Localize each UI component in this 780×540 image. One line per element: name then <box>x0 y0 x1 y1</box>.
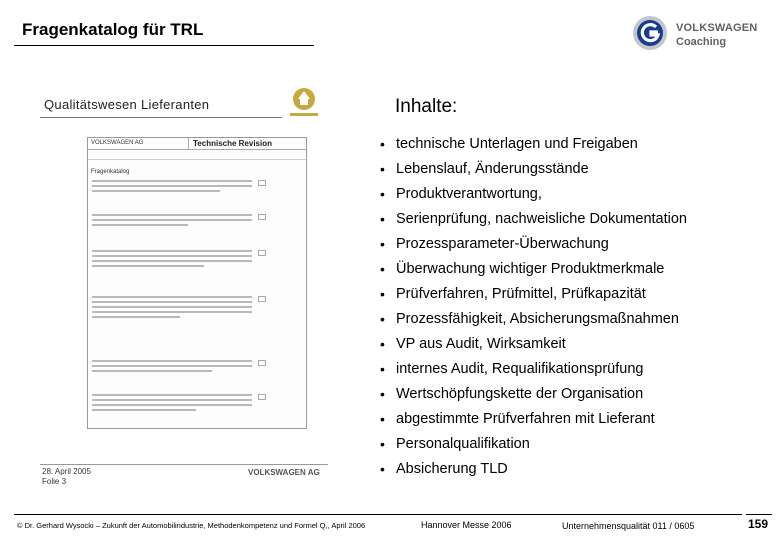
contents-item-label: VP aus Audit, Wirksamkeit <box>396 336 566 352</box>
contents-item <box>380 334 775 359</box>
form-checkbox <box>258 394 266 400</box>
contents-item <box>380 209 775 234</box>
document-footer-page: Folie 3 <box>42 477 67 486</box>
form-checkbox <box>258 214 266 220</box>
quality-logo-icon <box>286 86 322 120</box>
bullet-icon: • <box>380 186 385 202</box>
contents-item-label: Prozessparameter-Überwachung <box>396 236 609 252</box>
document-footer-rule <box>40 464 328 465</box>
footer-event: Hannover Messe 2006 <box>421 520 512 530</box>
contents-item-label: abgestimmte Prüfverfahren mit Lieferant <box>396 411 655 427</box>
bullet-icon: • <box>380 286 385 302</box>
contents-item-label: Überwachung wichtiger Produktmerkmale <box>396 261 665 277</box>
contents-item <box>380 434 775 459</box>
form-question <box>92 214 252 229</box>
form-subheader <box>88 150 306 160</box>
footer-rule <box>14 514 742 515</box>
contents-item-label: Prozessfähigkeit, Absicherungsmaßnahmen <box>396 311 679 327</box>
bullet-icon: • <box>380 336 385 352</box>
bullet-icon: • <box>380 436 385 452</box>
contents-item <box>380 284 775 309</box>
contents-item <box>380 459 775 484</box>
contents-item-label: Serienprüfung, nachweisliche Dokumentation <box>396 211 687 227</box>
bullet-icon: • <box>380 161 385 177</box>
contents-item-label: technische Unterlagen und Freigaben <box>396 136 638 152</box>
contents-heading: Inhalte: <box>395 96 458 117</box>
form-question <box>92 180 252 195</box>
form-checkbox <box>258 360 266 366</box>
form-header-divider <box>188 138 189 150</box>
document-form <box>87 137 307 429</box>
brand-subtitle: Coaching <box>676 36 727 48</box>
footer-reference: Unternehmensqualität 011 / 0605 <box>562 521 695 531</box>
bullet-icon: • <box>380 236 385 252</box>
contents-item <box>380 259 775 284</box>
form-checkbox <box>258 250 266 256</box>
contents-item-label: Personalqualifikation <box>396 436 530 452</box>
contents-item <box>380 159 775 184</box>
contents-item-label: Prüfverfahren, Prüfmittel, Prüfkapazität <box>396 286 646 302</box>
page-number-rule <box>746 514 772 515</box>
document-preview <box>40 85 330 490</box>
document-footer-brand: VOLKSWAGEN AG <box>248 468 320 477</box>
document-title-rule <box>40 117 282 118</box>
bullet-icon: • <box>380 411 385 427</box>
contents-item-label: internes Audit, Requalifikationsprüfung <box>396 361 644 377</box>
bullet-icon: • <box>380 361 385 377</box>
contents-item <box>380 234 775 259</box>
bullet-icon: • <box>380 261 385 277</box>
slide-title: Fragenkatalog für TRL <box>22 20 204 39</box>
contents-item-label: Lebenslauf, Änderungsstände <box>396 161 589 177</box>
contents-item <box>380 409 775 434</box>
bullet-icon: • <box>380 461 385 477</box>
document-title: Qualitätswesen Lieferanten <box>44 97 210 112</box>
footer-copyright: © Dr. Gerhard Wysocki – Zukunft der Automobilindustrie, Methodenkompetenz und Formel Q,, April 2006 <box>17 521 366 530</box>
contents-item <box>380 309 775 334</box>
bullet-icon: • <box>380 386 385 402</box>
form-header-title: Technische Revision <box>193 139 272 148</box>
vw-coaching-logo-icon <box>632 15 668 51</box>
form-checkbox <box>258 180 266 186</box>
contents-item-label: Wertschöpfungskette der Organisation <box>396 386 644 402</box>
bullet-icon: • <box>380 136 385 152</box>
form-header-company: VOLKSWAGEN AG <box>91 140 144 146</box>
document-footer-date: 28. April 2005 <box>42 467 91 476</box>
page-number: 159 <box>748 517 769 531</box>
bullet-icon: • <box>380 311 385 327</box>
contents-item-label: Absicherung TLD <box>396 461 508 477</box>
form-header <box>88 138 306 150</box>
contents-list <box>380 134 775 484</box>
contents-item <box>380 184 775 209</box>
form-question <box>92 250 252 270</box>
form-checkbox <box>258 296 266 302</box>
brand-name: VOLKSWAGEN <box>676 22 758 34</box>
contents-item <box>380 384 775 409</box>
title-underline <box>14 45 314 46</box>
bullet-icon: • <box>380 211 385 227</box>
form-question <box>92 360 252 375</box>
contents-item-label: Produktverantwortung, <box>396 186 542 202</box>
form-section-label: Fragenkatalog <box>91 169 130 175</box>
contents-item <box>380 359 775 384</box>
form-question <box>92 394 252 414</box>
form-question <box>92 296 252 321</box>
contents-item <box>380 134 775 159</box>
brand-logo-group <box>632 15 772 55</box>
